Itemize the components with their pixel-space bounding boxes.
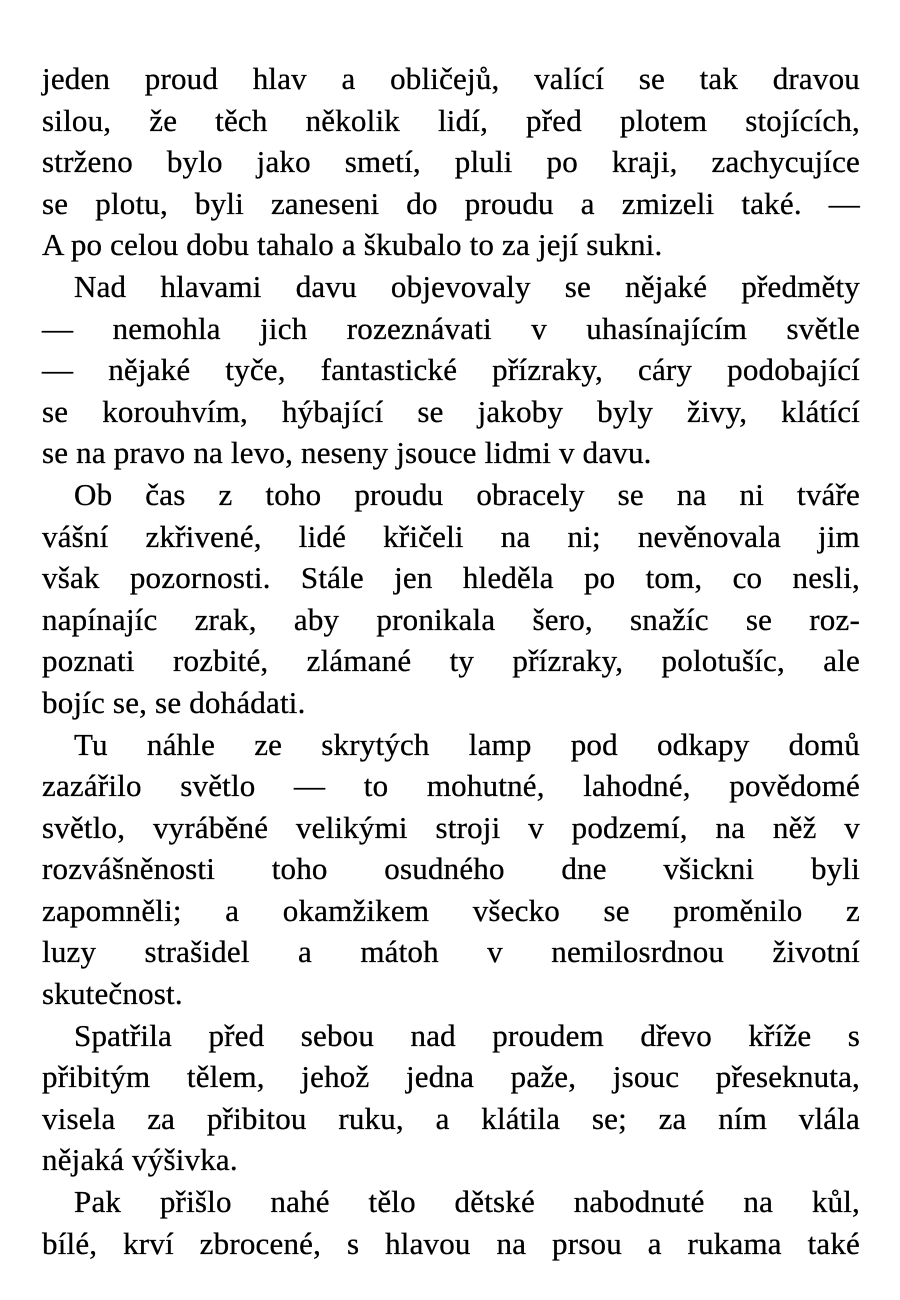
text-line: — nemohla jich rozeznávati v uhasínajícím světle (42, 310, 860, 346)
text-line: skutečnost. (42, 976, 183, 1012)
text-line: rozvášněnosti toho osudného dne všickni byli (42, 851, 860, 887)
paragraph (42, 1015, 860, 1181)
text-line: se korouhvím, hýbající se jakoby byly živy, klátící (42, 393, 860, 429)
text-line: Pak přišlo nahé tělo dětské nabodnuté na kůl, (74, 1184, 860, 1220)
text-line: luzy strašidel a mátoh v nemilosrdnou životní (42, 934, 860, 970)
text-line: — nějaké tyče, fantastické přízraky, cáry podobající (42, 352, 860, 388)
paragraph (42, 1181, 860, 1264)
text-line: Nad hlavami davu objevovaly se nějaké předměty (74, 268, 860, 304)
text-line: A po celou dobu tahalo a škubalo to za její sukni. (42, 227, 663, 263)
text-line: silou, že těch několik lidí, před plotem stojících, (42, 102, 860, 138)
text-line: Ob čas z toho proudu obracely se na ni tváře (74, 476, 860, 512)
text-line: přibitým tělem, jehož jedna paže, jsouc přeseknuta, (42, 1059, 860, 1095)
text-line: visela za přibitou ruku, a klátila se; za ním vlála (42, 1100, 860, 1136)
text-line: světlo, vyráběné velikými stroji v podzemí, na něž v (42, 809, 860, 845)
text-line: jeden proud hlav a obličejů, valící se tak dravou (42, 61, 860, 96)
text-line: zapomněli; a okamžikem všecko se proměnilo z (42, 892, 860, 928)
text-line: se na pravo na levo, neseny jsouce lidmi v davu. (42, 435, 652, 471)
paragraph (42, 724, 860, 1015)
text-line: Tu náhle ze skrytých lamp pod odkapy domů (74, 726, 860, 762)
text-line: Spatřila před sebou nad proudem dřevo kříže s (74, 1017, 860, 1053)
paragraph (42, 58, 860, 266)
text-line: napínajíc zrak, aby pronikala šero, snažíc se roz- (42, 601, 860, 637)
text-line: strženo bylo jako smetí, pluli po kraji, zachycujíce (42, 144, 860, 180)
text-line: bílé, krví zbrocené, s hlavou na prsou a rukama také (42, 1225, 860, 1261)
text-line: však pozornosti. Stále jen hleděla po tom, co nesli, (42, 560, 860, 596)
paragraph (42, 474, 860, 724)
text-line: nějaká výšivka. (42, 1142, 238, 1178)
text-line: vášní zkřivené, lidé křičeli na ni; nevěnovala jim (42, 518, 860, 554)
text-line: poznati rozbité, zlámané ty přízraky, polotušíc, ale (42, 643, 860, 679)
paragraph (42, 266, 860, 474)
text-line: se plotu, byli zaneseni do proudu a zmizeli také. — (42, 185, 860, 221)
text-line: zazářilo světlo — to mohutné, lahodné, povědomé (42, 768, 860, 804)
text-line: bojíc se, se dohádati. (42, 684, 306, 720)
